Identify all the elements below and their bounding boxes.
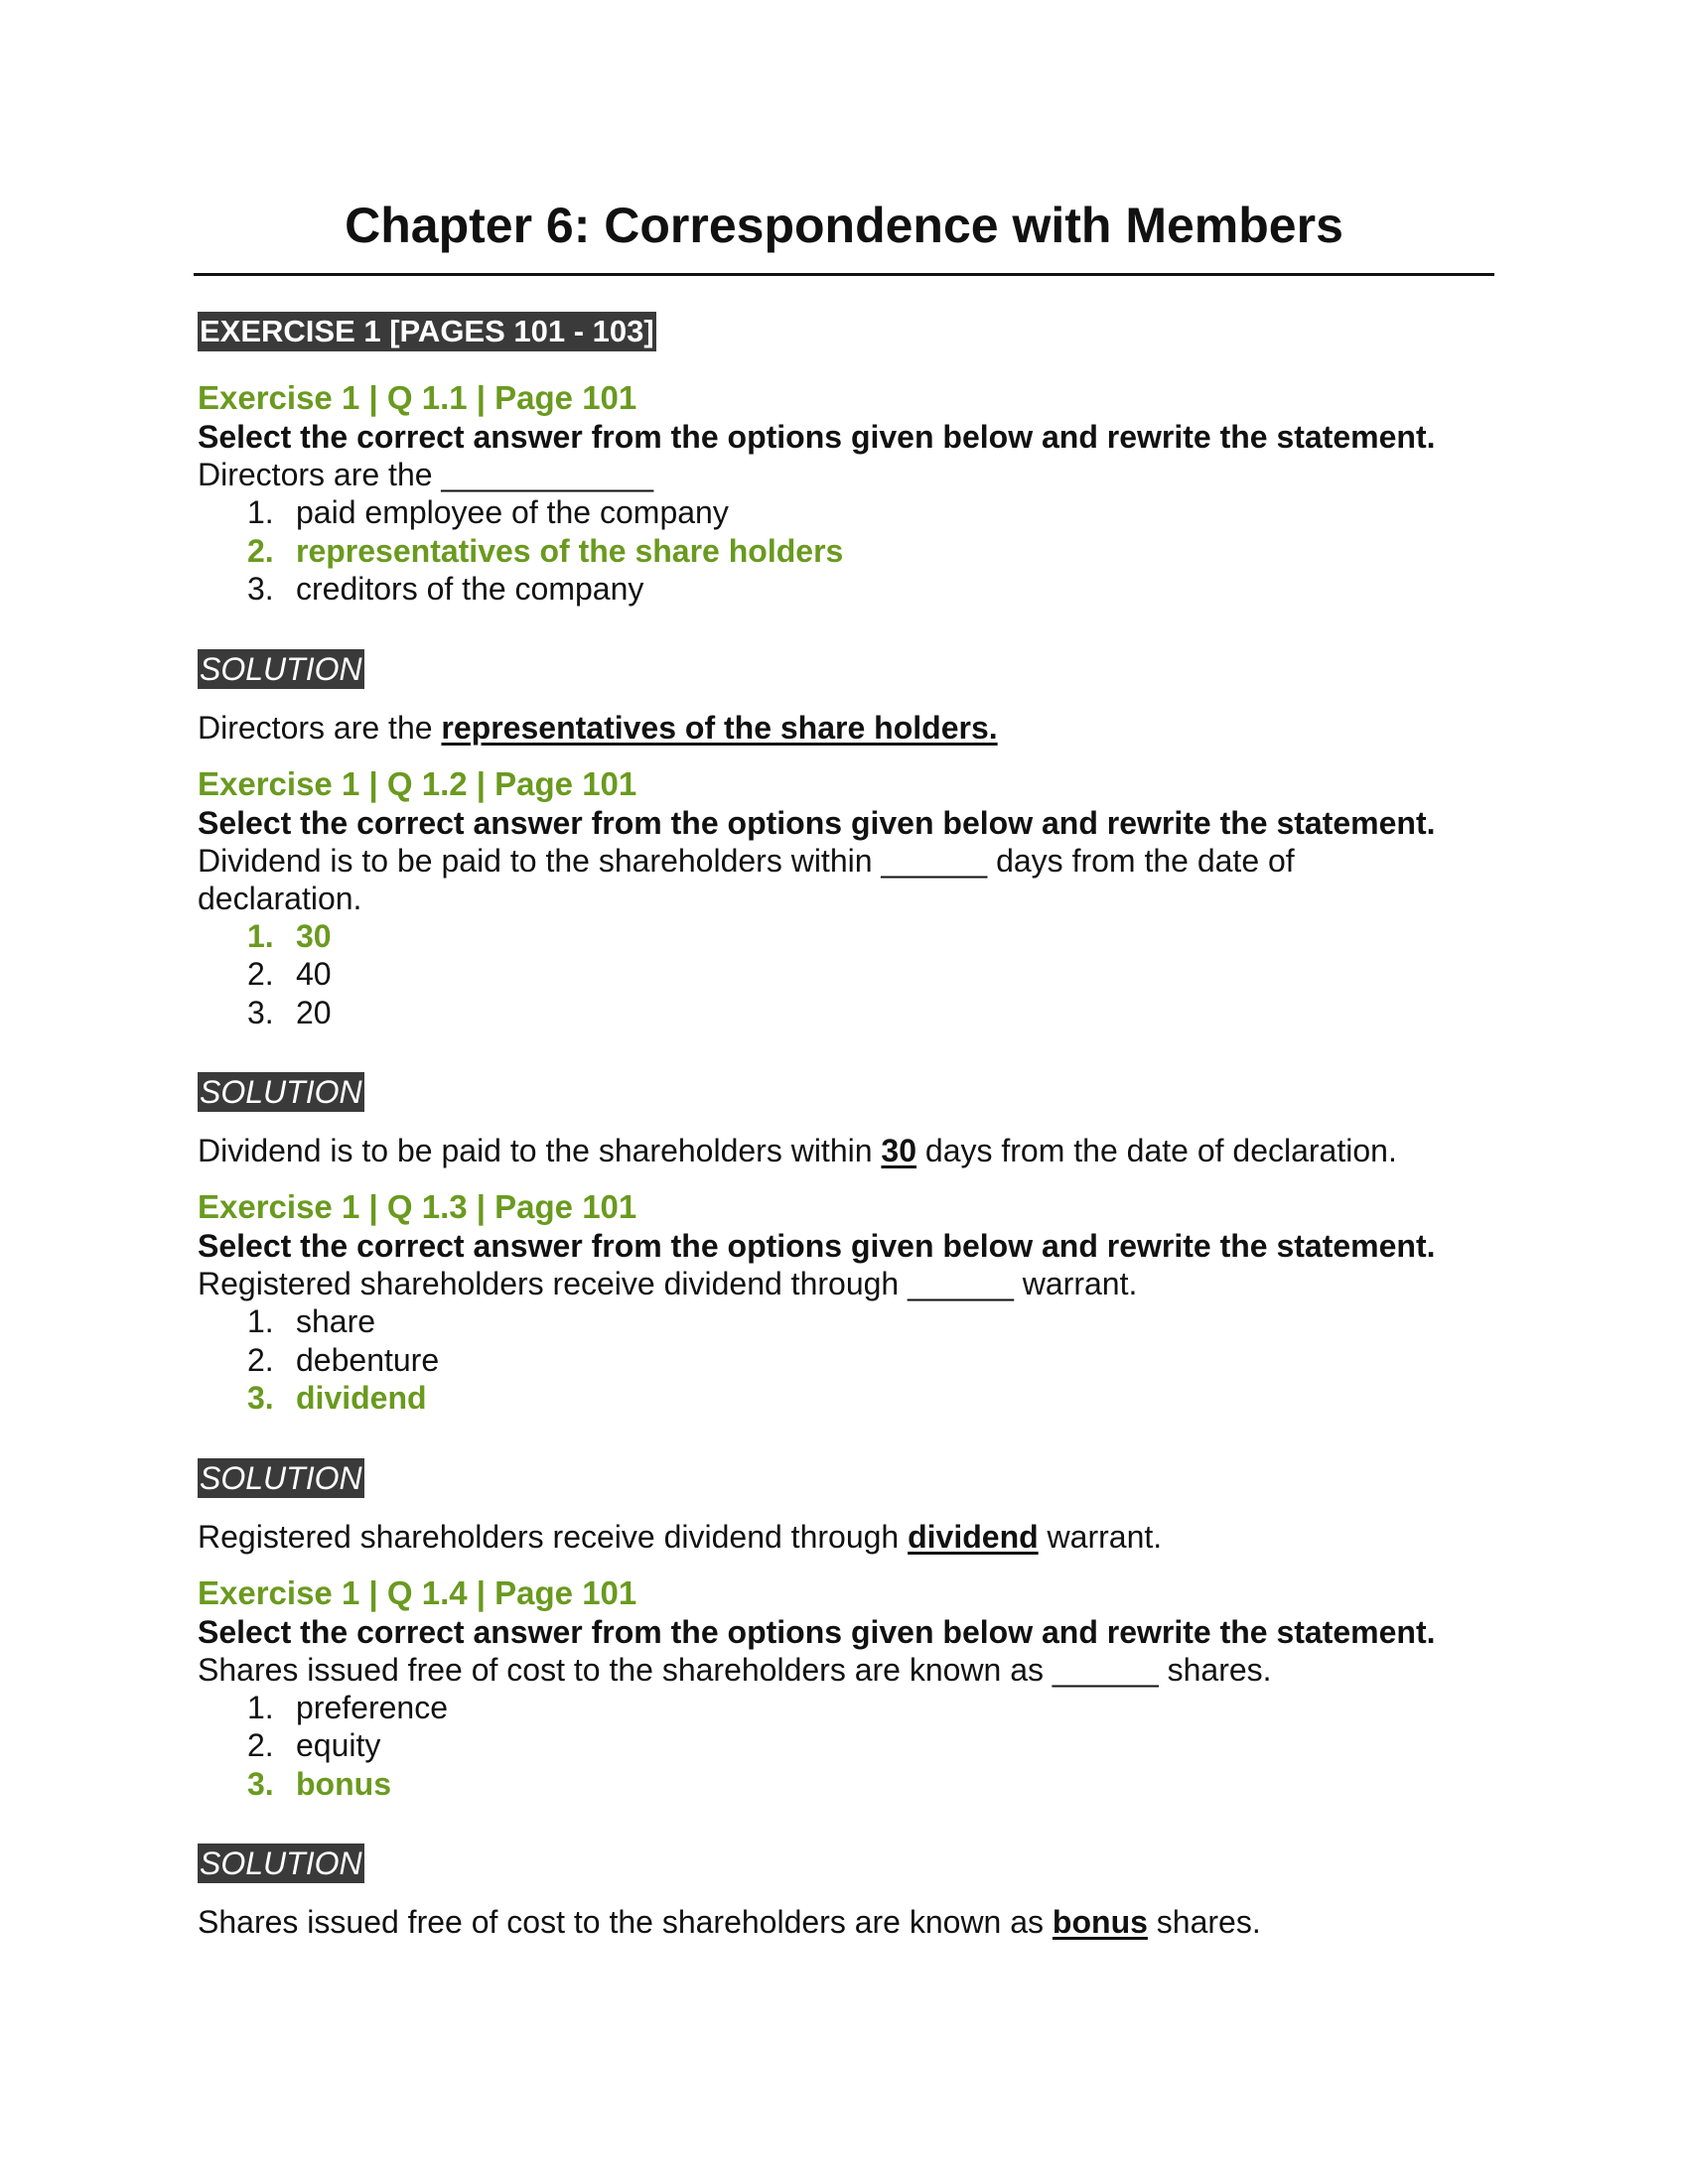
question-stem: Dividend is to be paid to the shareholders within ______ days from the date of declaration. bbox=[198, 842, 1295, 916]
option-list bbox=[198, 917, 1508, 1032]
option-text: 30 bbox=[296, 917, 332, 954]
solution-answer bbox=[198, 1518, 1508, 1556]
answer-highlight: 30 bbox=[881, 1133, 916, 1168]
option-number: 3. bbox=[247, 994, 274, 1030]
option-number: 2. bbox=[247, 956, 274, 992]
option-text: equity bbox=[296, 1727, 381, 1763]
exercise-section-banner: EXERCISE 1 [PAGES 101 - 103] bbox=[198, 312, 656, 351]
option-item bbox=[247, 1689, 1508, 1727]
option-text: 20 bbox=[296, 994, 332, 1030]
question-instruction: Select the correct answer from the options given below and rewrite the statement. bbox=[198, 1228, 1436, 1264]
solution-badge: SOLUTION bbox=[200, 1459, 362, 1496]
question-stem: Shares issued free of cost to the shareholders are known as ______ shares. bbox=[198, 1651, 1272, 1688]
option-text: preference bbox=[296, 1689, 448, 1725]
solution-answer bbox=[198, 709, 1508, 747]
option-item bbox=[247, 994, 1508, 1032]
option-list bbox=[198, 1689, 1508, 1804]
option-list bbox=[198, 493, 1508, 609]
option-number: 3. bbox=[247, 1380, 274, 1416]
solution-block-1 bbox=[198, 649, 1508, 747]
option-item-correct bbox=[247, 1379, 1508, 1418]
option-item-correct bbox=[247, 532, 1508, 571]
option-number: 1. bbox=[247, 1303, 274, 1339]
option-number: 2. bbox=[247, 1341, 274, 1378]
option-text: creditors of the company bbox=[296, 571, 644, 607]
question-stem: Directors are the ____________ bbox=[198, 457, 653, 492]
option-item-correct bbox=[247, 917, 1508, 956]
question-heading: Exercise 1 | Q 1.1 | Page 101 bbox=[198, 379, 637, 416]
solution-answer bbox=[198, 1132, 1508, 1169]
option-item bbox=[247, 1726, 1508, 1765]
solution-badge: SOLUTION bbox=[200, 1845, 362, 1881]
option-text: representatives of the share holders bbox=[296, 532, 844, 569]
answer-text-after: days from the date of declaration. bbox=[916, 1133, 1397, 1168]
option-list bbox=[198, 1302, 1508, 1418]
solution-block-4 bbox=[198, 1843, 1508, 1941]
answer-text-before: Registered shareholders receive dividend through bbox=[198, 1518, 909, 1555]
question-heading: Exercise 1 | Q 1.2 | Page 101 bbox=[198, 764, 637, 802]
question-heading: Exercise 1 | Q 1.3 | Page 101 bbox=[198, 1188, 637, 1225]
option-item bbox=[247, 570, 1508, 609]
option-number: 2. bbox=[247, 532, 274, 569]
solution-badge: SOLUTION bbox=[200, 650, 362, 687]
option-number: 3. bbox=[247, 1765, 274, 1802]
solution-badge: SOLUTION bbox=[200, 1074, 362, 1110]
solution-block-2 bbox=[198, 1072, 1508, 1169]
option-number: 1. bbox=[247, 1689, 274, 1725]
answer-text-after: warrant. bbox=[1038, 1518, 1163, 1555]
answer-text-after: shares. bbox=[1147, 1904, 1261, 1940]
question-block-2 bbox=[198, 764, 1508, 1032]
answer-text-before: Dividend is to be paid to the shareholders within bbox=[198, 1133, 882, 1168]
option-item bbox=[247, 955, 1508, 994]
question-instruction: Select the correct answer from the options given below and rewrite the statement. bbox=[198, 804, 1436, 841]
option-number: 3. bbox=[247, 571, 274, 607]
question-heading: Exercise 1 | Q 1.4 | Page 101 bbox=[198, 1573, 637, 1611]
option-item-correct bbox=[247, 1765, 1508, 1804]
question-block-1 bbox=[198, 378, 1508, 609]
option-text: debenture bbox=[296, 1341, 440, 1378]
answer-highlight: dividend bbox=[908, 1518, 1039, 1555]
question-block-3 bbox=[198, 1187, 1508, 1418]
answer-text-before: Shares issued free of cost to the shareholders are known as bbox=[198, 1904, 1053, 1940]
option-item bbox=[247, 1302, 1508, 1341]
question-stem: Registered shareholders receive dividend through ______ warrant. bbox=[198, 1266, 1138, 1301]
option-number: 2. bbox=[247, 1727, 274, 1763]
option-number: 1. bbox=[247, 917, 274, 954]
option-text: 40 bbox=[296, 956, 332, 992]
document-content bbox=[198, 312, 1508, 1941]
option-text: dividend bbox=[296, 1380, 427, 1416]
title-underline bbox=[194, 273, 1494, 276]
solution-block-3 bbox=[198, 1458, 1508, 1556]
option-number: 1. bbox=[247, 494, 274, 530]
question-instruction: Select the correct answer from the options given below and rewrite the statement. bbox=[198, 1613, 1436, 1650]
question-instruction: Select the correct answer from the options given below and rewrite the statement. bbox=[198, 419, 1436, 455]
answer-highlight: bonus bbox=[1052, 1904, 1148, 1940]
option-text: share bbox=[296, 1303, 376, 1339]
question-block-4 bbox=[198, 1573, 1508, 1804]
answer-highlight: representatives of the share holders. bbox=[441, 709, 998, 746]
option-text: paid employee of the company bbox=[296, 494, 729, 530]
page-title: Chapter 6: Correspondence with Members bbox=[345, 198, 1343, 253]
option-item bbox=[247, 1341, 1508, 1380]
solution-answer bbox=[198, 1903, 1508, 1941]
option-text: bonus bbox=[296, 1765, 391, 1802]
answer-text-before: Directors are the bbox=[198, 709, 442, 746]
option-item bbox=[247, 493, 1508, 532]
